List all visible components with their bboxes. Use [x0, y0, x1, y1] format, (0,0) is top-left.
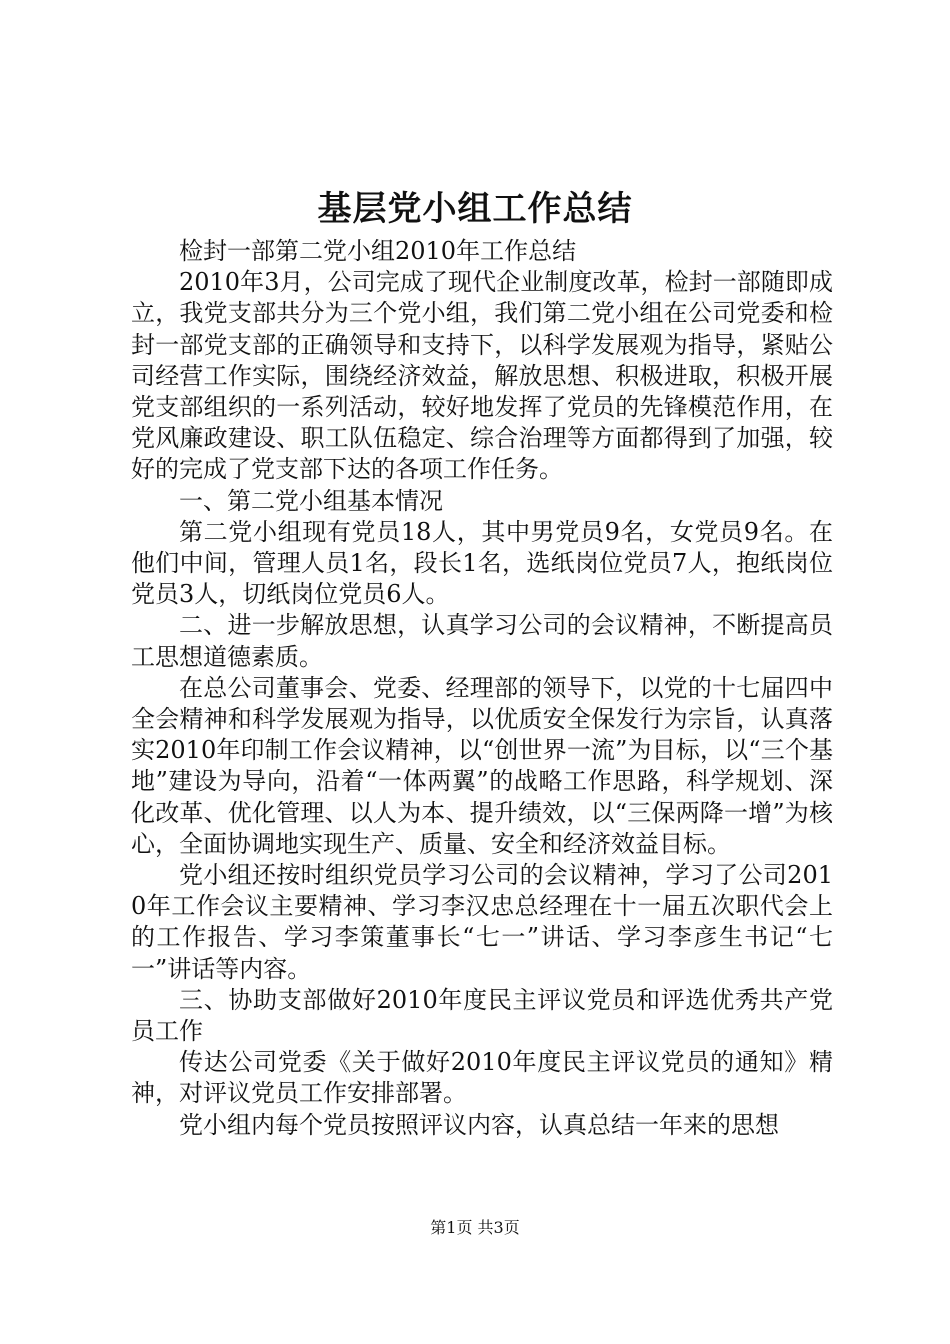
- paragraph-members: 第二党小组现有党员18人，其中男党员9名，女党员9名。在他们中间，管理人员1名，段长1名，选纸岗位党员7人，抱纸岗位党员3人，切纸岗位党员6人。: [131, 517, 833, 609]
- paragraph-guidance: 在总公司董事会、党委、经理部的领导下，以党的十七届四中全会精神和科学发展观为指导，以优质安全保发行为宗旨，认真落实2010年印制工作会议精神，以“创世界一流”为目标，以“三个基地”建设为导向，沿着“一体两翼”的战略工作思路，科学规划、深化改革、优化管理、以人为本、提升绩效，以“三保两降一增”为核心，全面协调地实现生产、质量、安全和经济效益目标。: [131, 673, 833, 858]
- section-heading-2: 二、进一步解放思想，认真学习公司的会议精神，不断提高员工思想道德素质。: [131, 611, 833, 671]
- section-heading-3: 三、协助支部做好2010年度民主评议党员和评选优秀共产党员工作: [131, 985, 833, 1046]
- document-title: 基层党小组工作总结: [317, 189, 633, 229]
- page-footer: 第1页 共3页: [430, 1218, 520, 1237]
- paragraph-subtitle: 检封一部第二党小组2010年工作总结: [179, 237, 577, 265]
- paragraph-study: 党小组还按时组织党员学习公司的会议精神，学习了公司2010年工作会议主要精神、学习李汉忠总经理在十一届五次职代会上的工作报告、学习李策董事长“七一”讲话、学习李彦生书记“七一”讲话等内容。: [131, 861, 833, 983]
- paragraph-intro: 2010年3月，公司完成了现代企业制度改革，检封一部随即成立，我党支部共分为三个党小组，我们第二党小组在公司党委和检封一部党支部的正确领导和支持下，以科学发展观为指导，紧贴公司经营工作实际，围绕经济效益，解放思想、积极进取，积极开展党支部组织的一系列活动，较好地发挥了党员的先锋模范作用，在党风廉政建设、职工队伍稳定、综合治理等方面都得到了加强，较好的完成了党支部下达的各项工作任务。: [131, 268, 833, 484]
- document-body: [131, 236, 833, 1141]
- section-heading-1: 一、第二党小组基本情况: [179, 486, 443, 515]
- paragraph-notice: 传达公司党委《关于做好2010年度民主评议党员的通知》精神，对评议党员工作安排部署。: [131, 1048, 833, 1108]
- paragraph-evaluation: 党小组内每个党员按照评议内容，认真总结一年来的思想: [179, 1110, 779, 1139]
